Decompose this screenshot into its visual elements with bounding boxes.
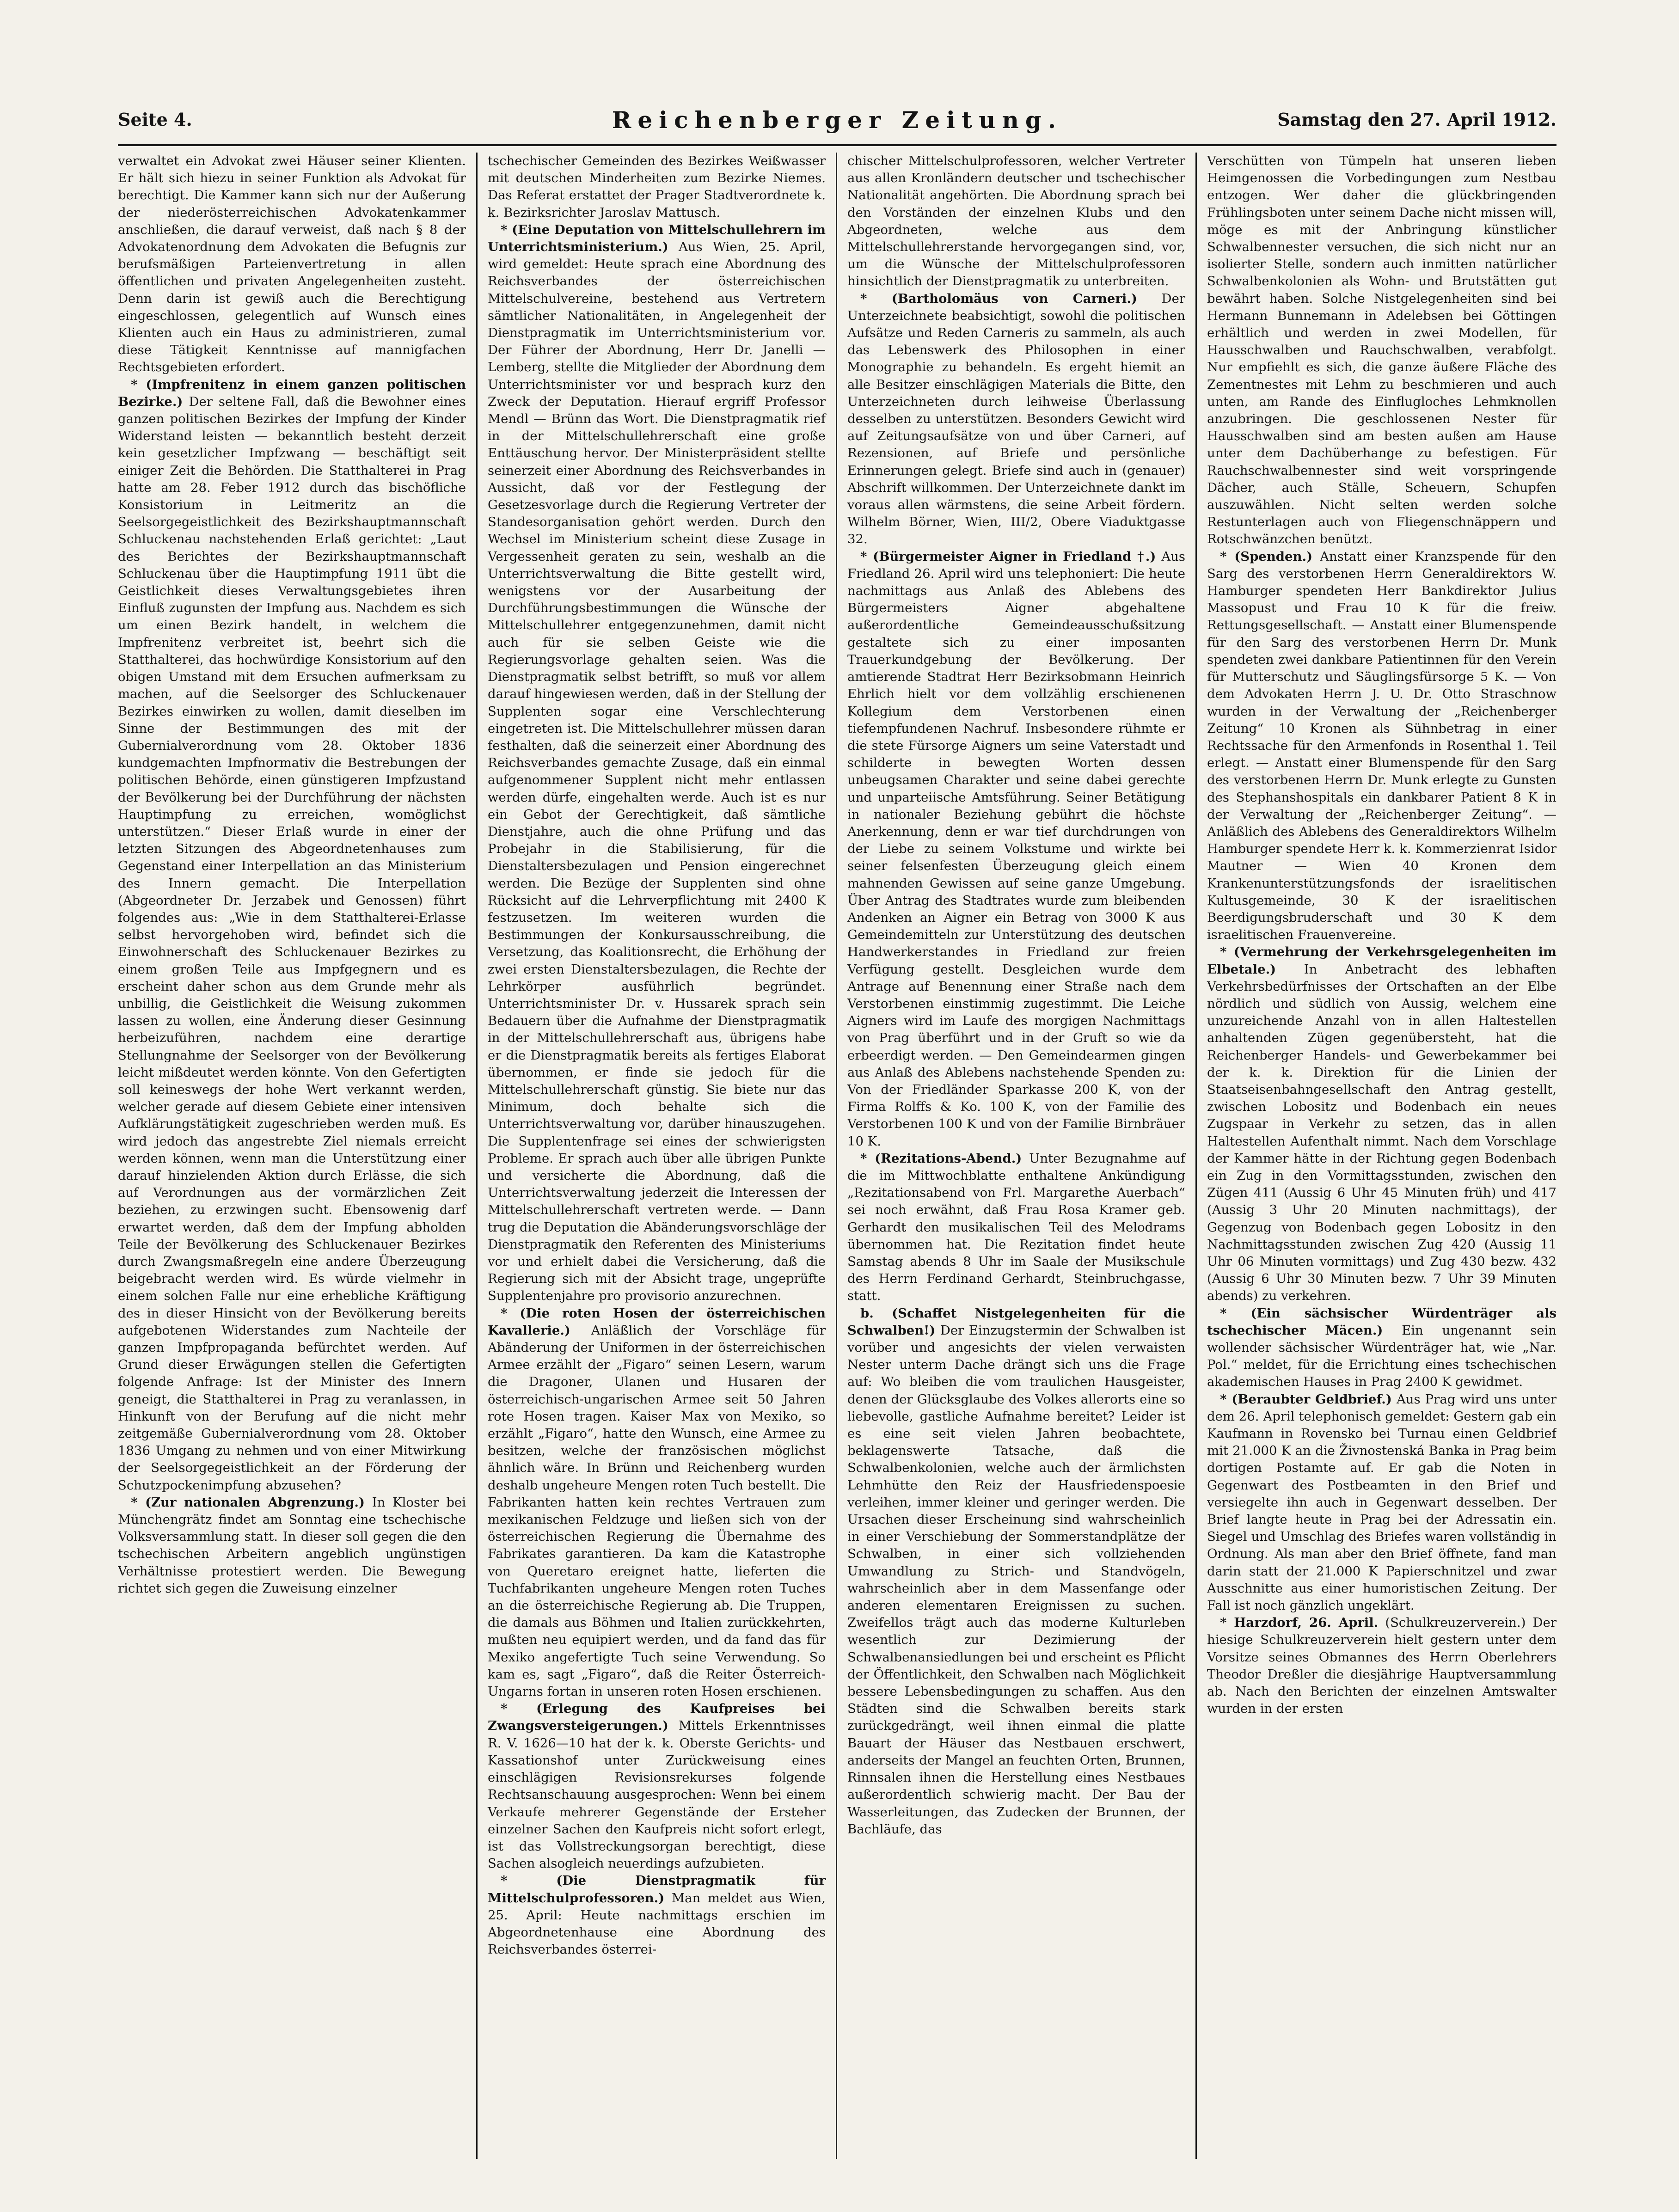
article-text: Man meldet aus Wien, 25. April: Heute nachmittags erschien im Abgeordnetenhause eine Abordnung des Reichsverbandes österrei- (488, 1890, 826, 1957)
article-text: Verschütten von Tümpeln hat unseren lieben Heimgenossen die Vorbedingungen zum Nestbau entzogen. Wer daher die glückbringenden Frühlingsboten unter seinem Dache nicht missen will, möge es mit der Anbringung künstlicher Schwalbennester versuchen, die sich nicht nur an isolierter Stelle, sondern auch inmitten natürlicher Schwalbenkolonien als Wohn- und Brutstätten gut bewährt haben. Solche Nistgelegenheiten sind bei Hermann Bunnemann in Adelebsen bei Göttingen erhältlich und werden in zwei Modellen, für Hausschwalben und Rauchschwalben, verabfolgt. Nur empfiehlt es sich, die ganze äußere Fläche des Zementnestes mit Lehm zu beschmieren und auch unten, am Rande des Einflugloches Lehmknollen anzubringen. Die geschlossenen Nester für Hausschwalben sind am besten außen am Hause unter dem Dachüberhange zu befestigen. Für Rauchschwalbennester sind weit vorspringende Dächer, auch Ställe, Scheuern, Schupfen auszuwählen. Nicht selten werden solche Restunterlagen auch von Fliegenschnäppern und Rotschwänzchen benützt. (1207, 153, 1556, 547)
column-1 (118, 153, 478, 2159)
article-text: (Schulkreuzerverein.) Der hiesige Schulkreuzerverein hielt gestern unter dem Vorsitze seines Obmannes des Herrn Oberlehrers Theodor Dreßler die diesjährige Hauptversammlung ab. Nach den Berichten der einzelnen Amtswalter wurden in der ersten (1207, 1615, 1556, 1716)
article-text: In Anbetracht des lebhaften Verkehrsbedürfnisses der Ortschaften an der Elbe nördlich und südlich von Aussig, welchem eine unzureichende Anzahl von in allen Haltestellen anhaltenden Zügen gegenübersteht, hat die Reichenberger Handels- und Gewerbekammer bei der k. k. Direktion für die Linien der Staatseisenbahngesellschaft den Antrag gestellt, zwischen Lobositz und Bodenbach ein neues Zugspaar in Verkehr zu setzen, das in allen Haltestellen Aufenthalt nimmt. Nach dem Vorschlage der Kammer hätte in der Richtung gegen Bodenbach ein Zug in den Vormittagsstunden, zwischen den Zügen 411 (Aussig 6 Uhr 45 Minuten früh) und 417 (Aussig 3 Uhr 20 Minuten nachmittags), der Gegenzug von Bodenbach gegen Lobositz in den Nachmittagsstunden zwischen Zug 420 (Aussig 11 Uhr 06 Minuten vormittags) und Zug 430 bezw. 432 (Aussig 6 Uhr 30 Minuten bezw. 7 Uhr 39 Minuten abends) zu verkehren. (1207, 962, 1556, 1304)
article-heading: * (Impfrenitenz in einem ganzen politischen Bezirke.) (118, 377, 466, 409)
article-text: Aus Prag wird uns unter dem 26. April telephonisch gemeldet: Gestern gab ein Kaufmann in Rovensko bei Turnau einen Geldbrief mit 21.000 K an die Živnostenská Banka in Prag beim dortigen Postamte auf. Er gab die Noten in Gegenwart des Postbeamten in den Brief und versiegelte ihn auch in Gegenwart desselben. Der Brief langte heute in Prag bei der Adressatin ein. Siegel und Umschlag des Briefes waren vollständig in Ordnung. Als man aber den Brief öffnete, fand man darin statt der 21.000 K Papierschnitzel und zwar Ausschnitte aus einer humoristischen Zeitung. Der Fall ist noch gänzlich ungeklärt. (1207, 1391, 1556, 1613)
article-heading: * (Eine Deputation von Mittelschullehrern im Unterrichtsministerium.) (488, 222, 826, 255)
article-paragraph (488, 221, 826, 1305)
article-heading: * (Die Dienstpragmatik für Mittelschulprofessoren.) (488, 1873, 826, 1906)
article-text: Der Einzugstermin der Schwalben ist vorüber und angesichts der vielen verwaisten Nester unterm Dache drängt sich uns die Frage auf: Wo bleiben die vom traulichen Hausgeister, denen der Glücksglaube des Volkes allerorts eine so liebevolle, gastliche Aufnahme bereitet? Leider ist es eine seit vielen Jahren beobachtete, beklagenswerte Tatsache, daß die Schwalbenkolonien, welche auch der ärmlichsten Lehmhütte den Reiz der Hausfriedenspoesie verleihen, immer kleiner und geringer werden. Die Ursachen dieser Erscheinung sind wahrscheinlich in einer Verschiebung der Sommerstandplätze der Schwalben, in einer sich vollziehenden Umwandlung zu Strich- und Standvögeln, wahrscheinlich aber in dem Massenfange oder anderen elementaren Ereignissen zu suchen. Zweifellos trägt auch das moderne Kulturleben wesentlich zur Dezimierung der Schwalbenansiedlungen bei und erscheint es Pflicht der Öffentlichkeit, den Schwalben nach Möglichkeit bessere Lebensbedingungen zu schaffen. Aus den Städten sind die Schwalben bereits stark zurückgedrängt, weil ihnen einmal die platte Bauart der Häuser das Nestbauen erschwert, anderseits der Mangel an feuchten Orten, Brunnen, Rinnsalen ihnen die Herstellung eines Nestbaues außerordentlich schwierig macht. Der Bau der Wasserleitungen, das Zudecken der Brunnen, der Bachläufe, das (847, 1323, 1185, 1837)
article-text: verwaltet ein Advokat zwei Häuser seiner Klienten. Er hält sich hiezu in seiner Funktion als Advokat für berechtigt. Die Kammer kann sich nur der Außerung der niederösterreichischen Advokatenkammer anschließen, die darauf verweist, daß nach § 8 der Advokatenordnung dem Advokaten die Befugnis zur berufsmäßigen Parteienvertretung in allen öffentlichen und privaten Angelegenheiten zusteht. Denn darin ist gewiß auch die Berechtigung eingeschlossen, gelegentlich auf Wunsch eines Klienten auch ein Haus zu administrieren, zumal diese Tätigkeit Kenntnisse auf mannigfachen Rechtsgebieten erfordert. (118, 153, 466, 375)
article-paragraph (488, 153, 826, 221)
article-text: In Kloster bei Münchengrätz findet am Sonntag eine tschechische Volksversammlung statt. In dieser soll gegen die den tschechischen Arbeitern angeblich ungünstigen Verhältnisse protestiert werden. Die Bewegung richtet sich gegen die Zuweisung einzelner (118, 1495, 466, 1596)
article-text: Aus Friedland 26. April wird uns telephoniert: Die heute nachmittags aus Anlaß des Ablebens des Bürgermeisters Aigner abgehaltene außerordentliche Gemeindeausschußsitzung gestaltete sich zu einer imposanten Trauerkundgebung der Bevölkerung. Der amtierende Stadtrat Herr Bezirksobmann Heinrich Ehrlich hielt vor dem vollzählig erschienenen Kollegium dem Verstorbenen einen tiefempfundenen Nachruf. Insbesondere rühmte er die stete Fürsorge Aigners um seine Vaterstadt und schilderte in bewegten Worten dessen unbeugsamen Charakter und seine dabei gerechte und unparteiische Amtsführung. Seiner Betätigung in nationaler Beziehung gebührt die höchste Anerkennung, denn er war tief durchdrungen von der Liebe zu seinem Volkstume und wirkte bei seiner felsenfesten Überzeugung gleich einem mahnenden Gewissen auf seine ganze Umgebung. Über Antrag des Stadtrates wurde zum bleibenden Andenken an Aigner ein Betrag von 3000 K aus Gemeindemitteln zur Unterstützung des deutschen Handwerkerstandes in Friedland zur freien Verfügung gestellt. Desgleichen wurde dem Antrage auf Benennung einer Straße nach dem Verstorbenen einstimmig zugestimmt. Die Leiche Aigners wird im Laufe des morgigen Nachmittags von Prag überführt und in der Gruft so wie da erbeerdigt werden. — Den Gemeindearmen gingen aus Anlaß des Ablebens nachstehende Spenden zu: Von der Friedländer Sparkasse 200 K, von der Firma Rolffs & Ko. 100 K, von der Familie des Verstorbenen 100 K und von der Familie Birnbräuer 10 K. (847, 549, 1185, 1149)
article-paragraph (847, 290, 1185, 548)
article-columns (118, 153, 1556, 2159)
page-number: Seite 4. (118, 109, 192, 130)
article-text: Der seltene Fall, daß die Bewohner eines ganzen politischen Bezirkes der Impfung der Kinder Widerstand leisten — bekanntlich besteht derzeit kein gesetzlicher Impfzwang — beschäftigt seit einiger Zeit die Behörden. Die Statthalterei in Prag hatte am 28. Feber 1912 durch das bischöfliche Konsistorium in Leitmeritz an die Seelsorgegeistlichkeit des Bezirkshauptmannschaft Schluckenau nachstehenden Erlaß gerichtet: „Laut des Berichtes der Bezirkshauptmannschaft Schluckenau über die Hauptimpfung 1911 übt die Geistlichkeit dieses Verwaltungsgebietes ihren Einfluß zugunsten der Impfung aus. Nachdem es sich um einen Bezirk handelt, in welchem die Impfrenitenz verbreitet ist, beehrt sich die Statthalterei, das hochwürdige Konsistorium auf den obigen Umstand mit dem Ersuchen aufmerksam zu machen, auf die Seelsorger des Schluckenauer Bezirkes einwirken zu wollen, damit dieselben im Sinne der Bestimmungen des mit der Gubernialverordnung vom 28. Oktober 1836 kundgemachten Impfnormativ die Bestrebungen der politischen Behörde, einen günstigeren Impfzustand der Bevölkerung bei der Durchführung der nächsten Hauptimpfung zu erreichen, womöglichst unterstützen.“ Dieser Erlaß wurde in einer der letzten Sitzungen des Abgeordnetenhauses zum Gegenstand einer Interpellation an das Ministerium des Innern gemacht. Die Interpellation (Abgeordneter Dr. Jerzabek und Genossen) führt folgendes aus: „Wie in dem Statthalterei-Erlasse selbst hervorgehoben wird, befindet sich die Einwohnerschaft des Schluckenauer Bezirkes zu einem großen Teile aus Impfgegnern und es erscheint daher schon aus dem Grunde mehr als unbillig, die Geistlichkeit die Weisung zukommen lassen zu wollen, eine Änderung dieser Gesinnung herbeizuführen, nachdem eine derartige Stellungnahme der Seelsorger von der Bevölkerung leicht mißdeutet werden könnte. Von den Gefertigten soll keineswegs der hohe Wert verkannt werden, welcher gerade auf diesem Gebiete einer intensiven Aufklärungstätigkeit zugeschrieben werden muß. Es wird jedoch das angestrebte Ziel niemals erreicht werden können, wenn man die Unterstützung einer darauf hinzielenden Aktion durch Erlässe, die sich auf Verordnungen aus der vormärzlichen Zeit beziehen, zu erzwingen sucht. Ebensowenig darf erwartet werden, daß dem der Impfung abholden Teile der Bevölkerung des Schluckenauer Bezirkes durch Zwangsmaßregeln eine andere Überzeugung beigebracht werden wird. Es würde vielmehr in einem solchen Falle nur eine erhebliche Kräftigung des in dieser Hinsicht von der Bevölkerung bereits aufgebotenen Widerstandes zum Nachteile der ganzen Impfpropaganda befürchtet werden. Auf Grund dieser Erwägungen stellen die Gefertigten folgende Anfrage: Ist der Minister des Innern geneigt, die Statthalterei in Prag zu veranlassen, in Hinkunft von der Berufung auf die nicht mehr zeitgemäße Gubernialverordnung vom 28. Oktober 1836 Umgang zu nehmen und von einer Mitwirkung der Seelsorgegeistlichkeit an der Förderung der Schutzpockenimpfung abzusehen? (118, 394, 466, 1493)
article-paragraph (1207, 944, 1556, 1305)
newspaper-title: Reichenberger Zeitung. (612, 106, 1063, 134)
article-paragraph (847, 1305, 1185, 1838)
article-heading: * (Beraubter Geldbrief.) (1220, 1391, 1392, 1407)
article-paragraph (1207, 1614, 1556, 1717)
header-rule (118, 144, 1556, 146)
article-paragraph (1207, 1391, 1556, 1615)
article-text: Anläßlich der Vorschläge für Abänderung der Uniformen in der österreichischen Armee erzählt der „Figaro“ seinen Lesern, warum die Dragoner, Ulanen und Husaren der österreichisch-ungarischen Armee seit 50 Jahren rote Hosen tragen. Kaiser Max von Mexiko, so erzählt „Figaro“, hatte den Wunsch, eine Armee zu besitzen, welche der französischen möglichst ähnlich wäre. In Brünn und Reichenberg wurden deshalb ungeheure Mengen roten Tuch bestellt. Die Fabrikanten hatten kein rechtes Vertrauen zum mexikanischen Feldzuge und ließen sich von der österreichischen Regierung die Übernahme des Fabrikates garantieren. Da kam die Katastrophe von Queretaro ereignet hatte, lieferten die Tuchfabrikanten ungeheure Mengen roten Tuches an die österreichische Regierung ab. Die Truppen, die damals aus Böhmen und Italien zurückkehrten, mußten neu equipiert werden, und da fand das für Mexiko angefertigte Tuch seine Verwendung. So kam es, sagt „Figaro“, daß die Reiter Österreich-Ungarns fortan in unseren roten Hosen erschienen. (488, 1323, 826, 1699)
article-text: tschechischer Gemeinden des Bezirkes Weißwasser mit deutschen Minderheiten zum Bezirke Niemes. Das Referat erstattet der Prager Stadtverordnete k. k. Bezirksrichter Jaroslav Mattusch. (488, 153, 826, 220)
column-4 (1197, 153, 1556, 2159)
article-paragraph (847, 548, 1185, 1150)
article-heading: * (Die roten Hosen der österreichischen Kavallerie.) (488, 1305, 826, 1338)
article-text: Der Unterzeichnete beabsichtigt, sowohl die politischen Aufsätze und Reden Carneris zu sammeln, als auch das Lebenswerk des Philosophen in einer Monographie zu behandeln. Es ergeht hiemit an alle Besitzer einschlägigen Materials die Bitte, den Unterzeichneten durch leihweise Überlassung desselben zu unterstützen. Besonders Gewicht wird auf Zeitungsaufsätze von und über Carneri, auf Rezensionen, auf Briefe und persönliche Erinnerungen gelegt. Briefe sind auch in (genauer) Abschrift willkommen. Der Unterzeichnete dankt im voraus allen wärmstens, die seine Arbeit fördern. Wilhelm Börner, Wien, III/2, Obere Viaduktgasse 32. (847, 291, 1185, 547)
article-text: Ein ungenannt sein wollender sächsischer Würdenträger hat, wie „Nar. Pol.“ meldet, für die Errichtung eines tschechischen akademischen Hauses in Prag 2400 K gewidmet. (1207, 1323, 1556, 1390)
article-paragraph (118, 376, 466, 1494)
article-paragraph (847, 153, 1185, 290)
article-heading: * (Ein sächsischer Würdenträger als tschechischer Mäcen.) (1207, 1305, 1556, 1338)
article-heading: * (Bürgermeister Aigner in Friedland †.) (860, 549, 1156, 564)
article-heading: * (Bartholomäus von Carneri.) (860, 291, 1137, 306)
article-paragraph (488, 1305, 826, 1701)
article-paragraph (1207, 1305, 1556, 1391)
article-heading: b. (Schaffet Nistgelegenheiten für die Schwalben!) (847, 1305, 1185, 1338)
article-heading: * Harzdorf, 26. April. (1220, 1615, 1379, 1630)
article-text: Unter Bezugnahme auf die im Mittwochblatte enthaltene Ankündigung „Rezitationsabend von Frl. Margarethe Auerbach“ sei noch erwähnt, daß Frau Rosa Kramer geb. Gerhardt den musikalischen Teil des Melodrams übernommen hat. Die Rezitation findet heute Samstag abends 8 Uhr im Saale der Musikschule des Herrn Ferdinand Gerhardt, Steinbruchgasse, statt. (847, 1151, 1185, 1304)
article-paragraph (1207, 153, 1556, 548)
article-text: Aus Wien, 25. April, wird gemeldet: Heute sprach eine Abordnung des Reichsverbandes der österreichischen Mittelschulvereine, bestehend aus Vertretern sämtlicher Nationalitäten, in Angelegenheit der Dienstpragmatik im Unterrichtsministerium vor. Der Führer der Abordnung, Herr Dr. Janelli — Lemberg, stellte die Mitglieder der Abordnung dem Unterrichtsminister vor und besprach kurz den Zweck der Deputation. Hierauf ergriff Professor Mendl — Brünn das Wort. Die Dienstpragmatik rief in der Mittelschullehrerschaft eine große Enttäuschung hervor. Der Ministerpräsident stellte seinerzeit einer Abordnung des Reichsverbandes in Aussicht, daß vor der Festlegung der Gesetzesvorlage durch die Regierung Vertreter der Standesorganisation gehört werden. Durch den Wechsel im Ministerium scheint diese Zusage in Vergessenheit geraten zu sein, weshalb an die Unterrichtsverwaltung die Bitte gestellt wird, wenigstens vor der Ausarbeitung der Durchführungsbestimmungen die Wünsche der Mittelschullehrer entgegenzunehmen, damit nicht auch für sie selben Geiste wie die Regierungsvorlage gehalten seien. Was die Dienstpragmatik selbst betrifft, so muß vor allem darauf hingewiesen werden, daß in der Stellung der Supplenten sogar eine Verschlechterung eingetreten ist. Die Mittelschullehrer müssen daran festhalten, daß die seinerzeit einer Abordnung des Reichsverbandes gemachte Zusage, daß ein einmal aufgenommener Supplent nicht mehr entlassen werden dürfe, eingehalten werde. Auch ist es nur ein Gebot der Gerechtigkeit, daß sämtliche Dienstjahre, auch die ohne Prüfung und das Probejahr in die Stabilisierung, für die Dienstaltersbezulagen und Pension eingerechnet werden. Die Bezüge der Supplenten sind ohne Rücksicht auf die Lehrverpflichtung mit 2400 K festzusetzen. Im weiteren wurden die Bestimmungen der Konkursausschreibung, die Versetzung, das Koalitionsrecht, die Erhöhung der zwei ersten Dienstaltersbezulagen, die Rechte der Lehrkörper ausführlich begründet. Unterrichtsminister Dr. v. Hussarek sprach sein Bedauern über die Aufnahme der Dienstpragmatik in der Mittelschullehrerschaft aus, übrigens habe er die Dienstpragmatik bereits als fertiges Elaborat übernommen, er finde sie jedoch für die Mittelschullehrerschaft günstig. Sie biete nur das Minimum, doch behalte sich die Unterrichtsverwaltung vor, darüber hinauszugehen. Die Supplentenfrage sei eines der schwierigsten Probleme. Er sprach auch über alle übrigen Punkte und versicherte die Abordnung, daß die Unterrichtsverwaltung jederzeit die Interessen der Mittelschullehrerschaft vertreten werde. — Dann trug die Deputation die Abänderungsvorschläge der Dienstpragmatik den Referenten des Ministeriums vor und erhielt dabei die Versicherung, daß die Regierung sich mit der Absicht trage, ungeprüfte Supplentenjahre pro provisorio anzurechnen. (488, 239, 826, 1304)
article-text: chischer Mittelschulprofessoren, welcher Vertreter aus allen Kronländern deutscher und tschechischer Nationalität angehörten. Die Abordnung sprach bei den Vorständen der einzelnen Klubs und den Abgeordneten, welche aus dem Mittelschullehrerstande hervorgegangen sind, vor, um die Wünsche der Mittelschulprofessoren hinsichtlich der Dienstpragmatik zu unterbreiten. (847, 153, 1185, 289)
article-paragraph (118, 1494, 466, 1597)
issue-date: Samstag den 27. April 1912. (1277, 109, 1556, 130)
article-text: Mittels Erkenntnisses R. V. 1626—10 hat der k. k. Oberste Gerichts- und Kassationshof unter Zurückweisung eines einschlägigen Revisionsrekurses folgende Rechtsanschauung ausgesprochen: Wenn bei einem Verkaufe mehrerer Gegenstände der Ersteher einzelner Sachen den Kaufpreis nicht sofort erlegt, ist das Vollstreckungsorgan berechtigt, diese Sachen alsogleich neuerdings aufzubieten. (488, 1718, 826, 1871)
article-paragraph (847, 1150, 1185, 1305)
article-paragraph (118, 153, 466, 376)
article-heading: * (Erlegung des Kaufpreises bei Zwangsversteigerungen.) (488, 1701, 826, 1734)
article-paragraph (1207, 548, 1556, 944)
column-2 (478, 153, 837, 2159)
article-heading: * (Vermehrung der Verkehrsgelegenheiten im Elbetale.) (1207, 944, 1556, 977)
article-paragraph (488, 1872, 826, 1958)
article-heading: * (Spenden.) (1220, 549, 1313, 564)
column-3 (837, 153, 1197, 2159)
article-heading: * (Rezitations-Abend.) (860, 1151, 1022, 1166)
article-heading: * (Zur nationalen Abgrenzung.) (131, 1495, 365, 1510)
masthead (118, 106, 1556, 141)
article-text: Anstatt einer Kranzspende für den Sarg des verstorbenen Herrn Generaldirektors W. Hamburger spendeten Herr Bankdirektor Julius Massopust und Frau 10 K für die freiw. Rettungsgesellschaft. — Anstatt einer Blumenspende für den Sarg des verstorbenen Herrn Dr. Munk spendeten zwei dankbare Patientinnen für den Verein für Mutterschutz und Säuglingsfürsorge 5 K. — Von dem Advokaten Herrn J. U. Dr. Otto Straschnow wurden in der Verwaltung der „Reichenberger Zeitung“ 10 Kronen als Sühnbetrag in einer Rechtssache für den Armenfonds in Rosenthal 1. Teil erlegt. — Anstatt einer Blumenspende für den Sarg des verstorbenen Herrn Dr. Munk erlegte zu Gunsten des Stephanshospitals ein dankbarer Patient 8 K in der Verwaltung der „Reichenberger Zeitung“. — Anläßlich des Ablebens des Generaldirektors Wilhelm Hamburger spendete Herr k. k. Kommerzienrat Isidor Mautner — Wien 40 Kronen dem Krankenunterstützungsfonds der israelitischen Kultusgemeinde, 30 K der israelitischen Beerdigungsbruderschaft und 30 K dem israelitischen Frauenvereine. (1207, 549, 1556, 943)
article-paragraph (488, 1700, 826, 1872)
